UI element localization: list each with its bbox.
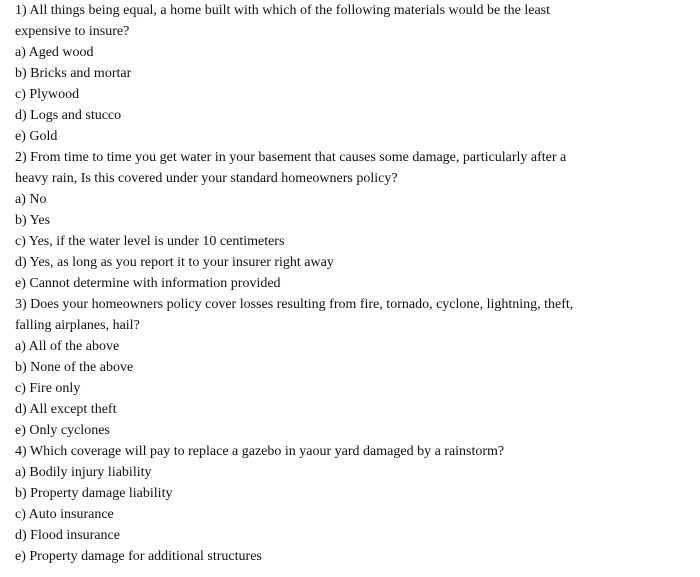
question-4 [15,441,590,567]
answer-option: b) None of the above [15,360,134,375]
question-text: 4) Which coverage will pay to replace a gazebo in yaour yard damaged by a rainstorm? [15,444,505,459]
answer-option: e) Only cyclones [15,423,110,438]
answer-option: e) Property damage for additional structures [15,549,262,564]
quiz-document [15,0,590,567]
answer-option: d) Flood insurance [15,528,120,543]
answer-option: b) Yes [15,213,51,228]
answer-option: e) Cannot determine with information provided [15,276,281,291]
answer-option: d) Logs and stucco [15,108,122,123]
question-2 [15,147,590,294]
answer-option: d) All except theft [15,402,117,417]
question-1 [15,0,590,147]
answer-option: a) Aged wood [15,45,94,60]
answer-option: c) Plywood [15,87,80,102]
question-text: 3) Does your homeowners policy cover losses resulting from fire, tornado, cyclone, lightning, theft, falling airplanes, hail? [15,297,574,333]
answer-option: c) Yes, if the water level is under 10 centimeters [15,234,285,249]
answer-option: c) Fire only [15,381,81,396]
answer-option: b) Bricks and mortar [15,66,132,81]
answer-option: a) Bodily injury liability [15,465,152,480]
question-3 [15,294,590,441]
answer-option: d) Yes, as long as you report it to your insurer right away [15,255,334,270]
answer-option: a) No [15,192,47,207]
question-text: 1) All things being equal, a home built with which of the following materials would be the least expensive to insure? [15,3,551,39]
question-text: 2) From time to time you get water in your basement that causes some damage, particularly after a heavy rain, Is this covered under your standard homeowners policy? [15,150,567,186]
answer-option: b) Property damage liability [15,486,173,501]
answer-option: a) All of the above [15,339,120,354]
answer-option: e) Gold [15,129,58,144]
answer-option: c) Auto insurance [15,507,114,522]
